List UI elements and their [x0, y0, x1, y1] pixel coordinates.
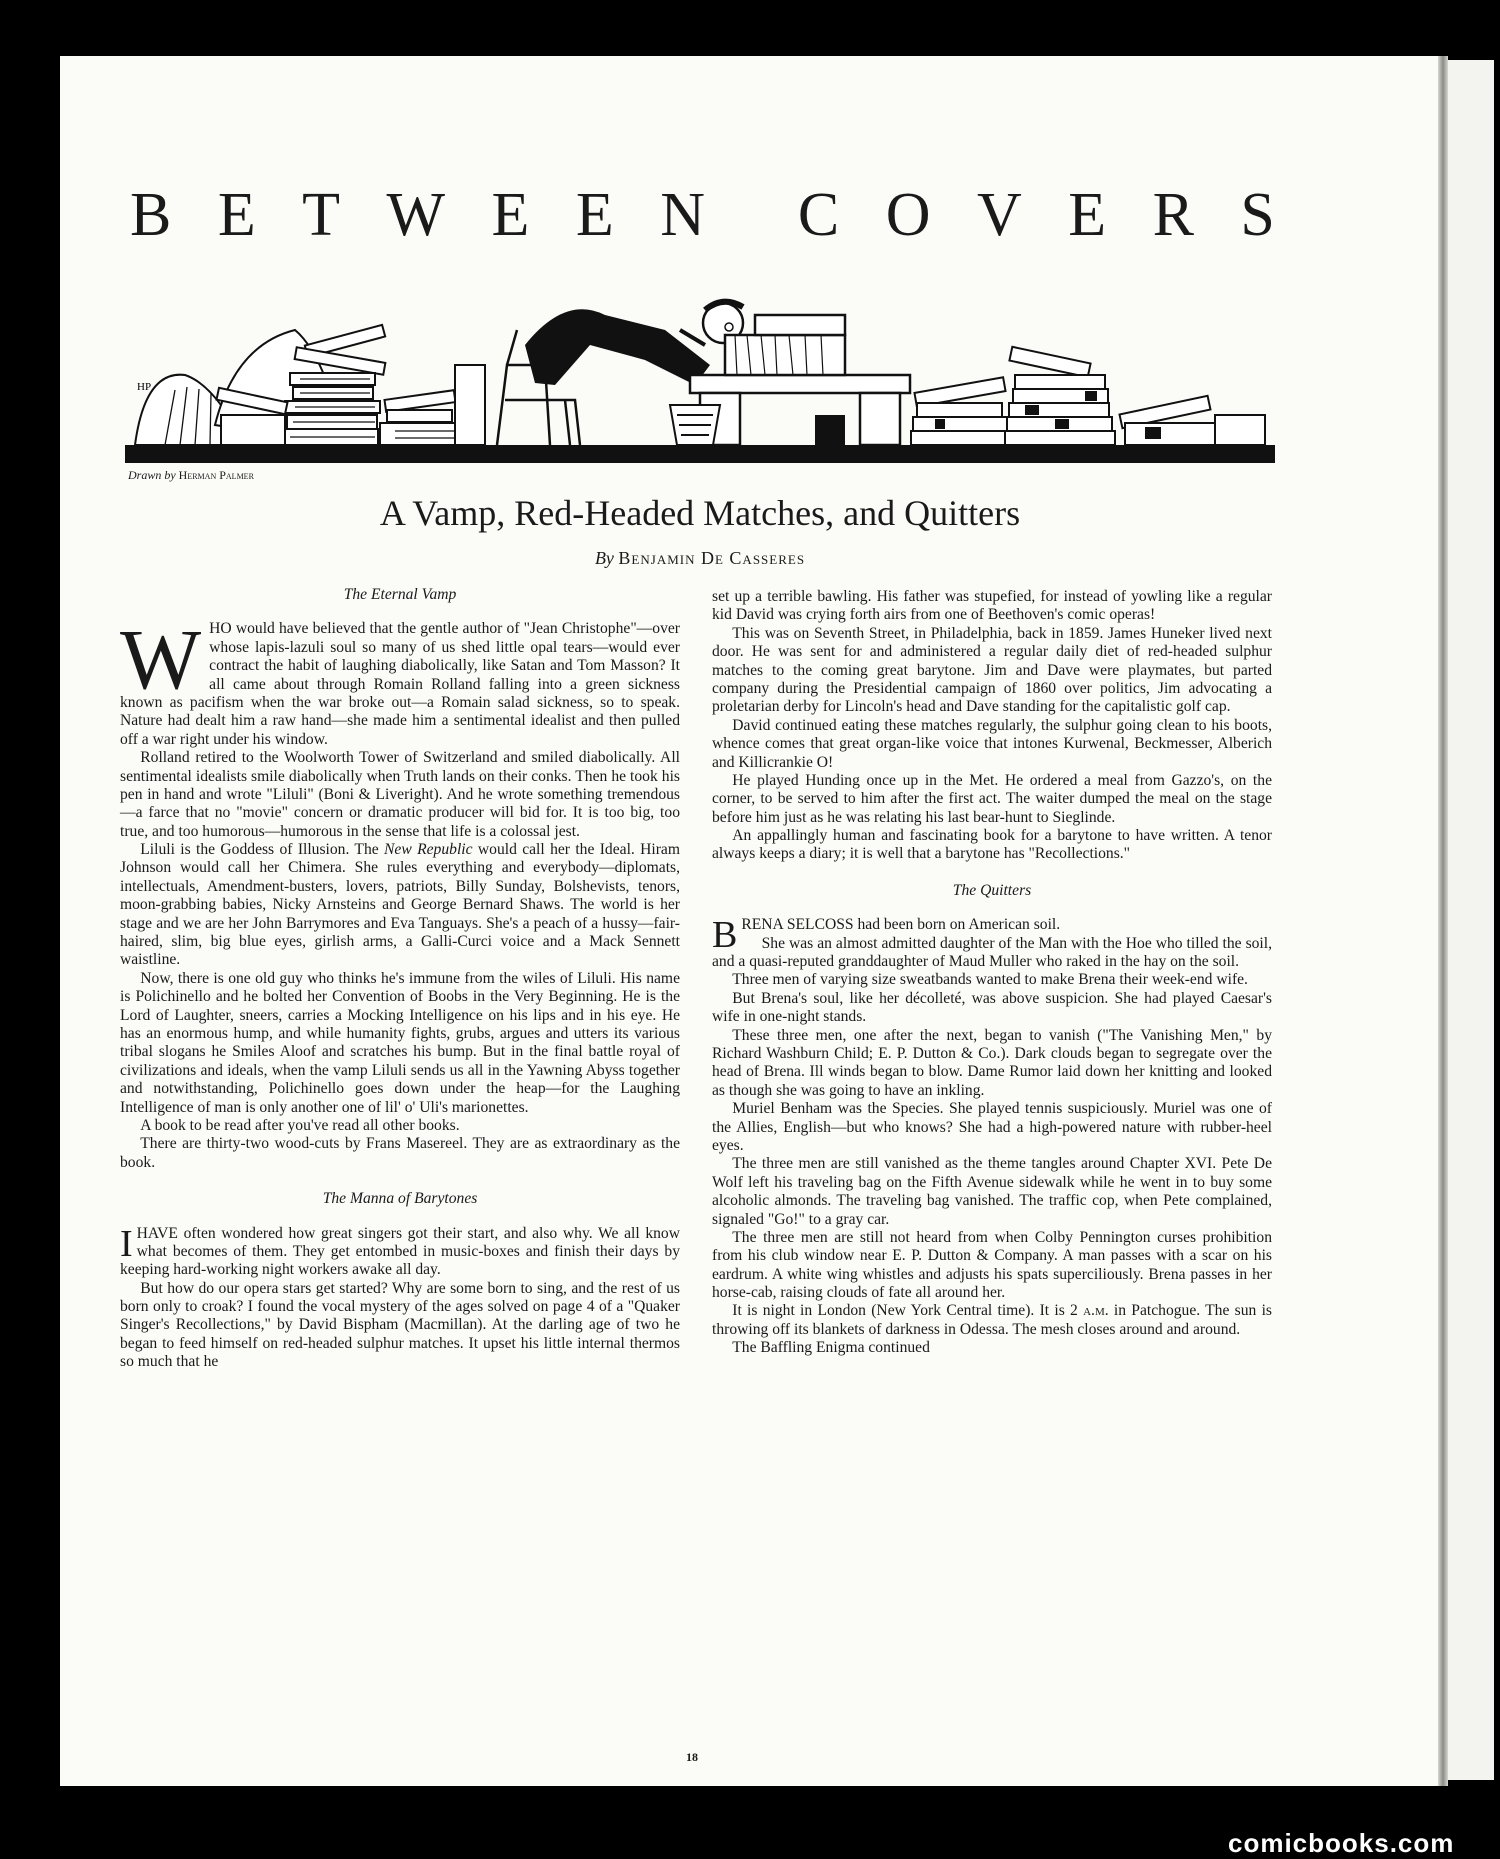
byline	[0, 548, 1400, 569]
drop-cap: W	[120, 611, 202, 708]
paragraph-text: HO would have believed that the gentle author of "Jean Christophe"—over whose lapis-lazuli soul so many of us shed little opal tears—would ever contract the habit of laughing diabolically, like Satan and Tom Masson? It all came about through Romain Rolland falling into a green sickness known as pacifism when the war broke out—a Romain salad sickness, so to speak. Nature had dealt him a raw hand—she made him a sentimental idealist and then pulled off a war right under his window.	[120, 620, 680, 748]
artist-signature: HP	[137, 381, 152, 393]
paragraph: Now, there is one old guy who thinks he's immune from the wiles of Liluli. His name is Polichinello and he bolted her Convention of Boobs in the Very Beginning. He is the Lord of Laughter, sneers, carries a Mocking Intelligence on his lips and in his eye. He has an enormous hump, and while humanity fights, grubs, argues and utters its various tribal slogans he Smiles Aloof and scratches his bump. But in the final battle royal of civilizations and ideals, when the vamp Liluli sends us all in the Yawning Abyss together and notwithstanding, Polichinello goes down under the heap—for the Laughing Intelligence of man is only another one of lil' o' Uli's marionettes.	[120, 969, 680, 1116]
illustration-credit	[128, 468, 254, 483]
heading-letter: E	[575, 181, 614, 249]
heading-letter: S	[1240, 181, 1275, 249]
heading-letter: E	[217, 181, 256, 249]
drop-cap: B	[712, 914, 738, 957]
paragraph: Three men of varying size sweatbands wanted to make Brena their week-end wife.	[732, 971, 1248, 989]
paragraph: The three men are still vanished as the theme tangles around Chapter XVI. Pete De Wolf left his traveling bag on the Fifth Avenue sidewalk while he went in to buy some alcoholic almonds. The traveling bag vanished. The traffic cop, when Pete complained, signaled "Go!" to a gray car.	[712, 1155, 1272, 1228]
subheading-manna-of-barytones: The Manna of Barytones	[322, 1190, 478, 1208]
paragraph: Rolland retired to the Woolworth Tower of Switzerland and smiled diabolically. All sentimental idealists smile diabolically when Truth lands on their conks. Then he took his pen in hand and wrote "Liluli" (Boni & Liveright). And he wrote something tremendous—a farce that no "movie" concern or dramatic producer will bid for. It is too big, too true, and too humorous—humorous in the sense that life is a colossal jest.	[120, 749, 680, 840]
left-column	[120, 586, 680, 1372]
illustration-base	[125, 445, 1275, 463]
drop-cap: I	[120, 1222, 133, 1265]
heading-letter: N	[660, 181, 705, 249]
paragraph: There are thirty-two wood-cuts by Frans Masereel. They are as extraordinary as the book.	[120, 1135, 680, 1171]
article-title: A Vamp, Red-Headed Matches, and Quitters	[379, 493, 1021, 533]
page-gutter	[1438, 56, 1448, 1786]
paragraph	[712, 1302, 1272, 1339]
paragraph: This was on Seventh Street, in Philadelphia, back in 1859. James Huneker lived next door. He was sent for and administered a regular daily diet of red-headed sulphur matches to the coming great barytone. Jim and Dave were playmates, but parted company during the Presidential campaign of 1860 over politics, Jim advocating a proletarian derby for Lincoln's head and Dave standing for the capitalistic golf cap.	[712, 624, 1272, 716]
paragraph: The three men are still not heard from when Colby Pennington curses prohibition from his club window near E. P. Dutton & Company. A man passes with a scar on his eardrum. A white wing whistles and adjusts his spats superciliously. Brena passes in her horse-cab, raising clouds of fate all around her.	[712, 1228, 1272, 1302]
paragraph: The Baffling Enigma continued	[732, 1339, 930, 1357]
credit-artist: Herman Palmer	[178, 468, 254, 482]
facing-page-edge	[1448, 60, 1494, 1780]
paragraph-text: in Patchogue. The sun is throwing off its blankets of darkness in Odessa. The mesh closes around and around.	[712, 1302, 1272, 1338]
books-illustration	[125, 275, 1275, 465]
wastebasket	[670, 405, 720, 445]
paragraph: set up a terrible bawling. His father was stupefied, for instead of yowling like a regular kid David was crying forth airs from one of Beethoven's comic operas!	[712, 588, 1272, 624]
paragraph	[120, 841, 680, 970]
paragraph-text: RENA SELCOSS had been born on American soil.	[741, 916, 1061, 934]
heading-letter: B	[130, 181, 172, 249]
heading-letter: C	[797, 181, 840, 249]
byline-author: Benjamin De Casseres	[618, 548, 806, 568]
paragraph-text: Liluli is the Goddess of Illusion. The	[140, 841, 385, 859]
page-number: 18	[686, 1750, 698, 1764]
paragraph: She was an almost admitted daughter of the Man with the Hoe who tilled the soil, and a quasi-reputed granddaughter of Maud Muller who raked in the hay on the soil.	[712, 934, 1272, 971]
heading-letter: T	[302, 181, 341, 249]
heading-letter: W	[386, 181, 446, 249]
paragraph: But Brena's soul, like her décolleté, was above suspicion. She had played Caesar's wife in one-night stands.	[712, 989, 1272, 1026]
heading-letter: V	[977, 181, 1022, 249]
paragraph: These three men, one after the next, began to vanish ("The Vanishing Men," by Richard Washburn Child; E. P. Dutton & Co.). Dark clouds began to segregate over the head of Brena. Ill winds began to blow. Dame Rumor laid down her knitting and looked as though she was going to have an inkling.	[712, 1026, 1272, 1099]
right-column	[712, 588, 1272, 1358]
byline-prefix: By	[594, 548, 614, 568]
paragraph: Muriel Benham was the Species. She played tennis suspiciously. Muriel was one of the Allies, English—but who knows? She had a high-powered nature with rubber-heel eyes.	[712, 1100, 1272, 1154]
paragraph	[120, 611, 680, 749]
site-watermark: comicbooks.com	[1228, 1828, 1455, 1858]
paragraph-text: HAVE often wondered how great singers got their start, and also why. We all know what becomes of them. They get entombed in music-boxes and finish their days by keeping hard-working night workers awake all day.	[120, 1224, 680, 1279]
paragraph: A book to be read after you've read all other books.	[140, 1116, 460, 1134]
paragraph: But how do our opera stars get started? Why are some born to sing, and the rest of us born only to croak? I found the vocal mystery of the ages solved on page 4 of a "Quaker Singer's Recollections," by David Bispham (Macmillan). At the darling age of two he began to feed himself on red-headed sulphur matches. It upset his little internal thermos so much that he	[120, 1279, 680, 1371]
subheading-quitters: The Quitters	[952, 881, 1032, 899]
time-small-caps: 2 a.m.	[1070, 1302, 1109, 1320]
section-heading	[130, 180, 1275, 251]
paragraph	[120, 1222, 680, 1280]
paragraph: He played Hunding once up in the Met. He ordered a meal from Gazzo's, on the corner, to be served to him after the first act. The waiter dumped the meal on the stage before him just as he was relating his last bear-hunt to Sieglinde.	[712, 771, 1272, 826]
publication-name: New Republic	[384, 841, 473, 859]
subheading-eternal-vamp: The Eternal Vamp	[343, 586, 457, 603]
book-pile-left	[135, 325, 485, 445]
paragraph-text: would call her the Ideal. Hiram Johnson would call her Chimera. She rules everything and everybody—diplomats, intellectuals, Amendment-busters, lovers, patriots, Billy Sunday, Bolshevists, tenors, moon-grabbing babies, Nicky Arnsteins and George Bernard Shaws. The world is her stage and we are her John Barrymores and Eva Tanguays. She's a peach of a hussy—fair-haired, slim, big blue eyes, girlish arms, a Galli-Curci voice and a Mack Sennett waistline.	[120, 841, 680, 969]
reading-figure	[525, 302, 743, 385]
heading-letter: E	[491, 181, 530, 249]
heading-letter: E	[1068, 181, 1107, 249]
paragraph-text: It is night in London (New York Central time). It is	[732, 1302, 1071, 1320]
heading-letter: R	[1152, 181, 1194, 249]
credit-prefix: Drawn by	[128, 468, 176, 482]
paragraph: An appallingly human and fascinating book for a barytone to have written. A tenor always keeps a diary; it is well that a barytone has "Recollections."	[712, 827, 1272, 863]
paragraph: David continued eating these matches regularly, the sulphur going clean to his boots, whence comes that great organ-like voice that intones Kurwenal, Beckmesser, Alberich and Killicrankie O!	[712, 716, 1272, 771]
heading-letter: O	[885, 181, 931, 249]
